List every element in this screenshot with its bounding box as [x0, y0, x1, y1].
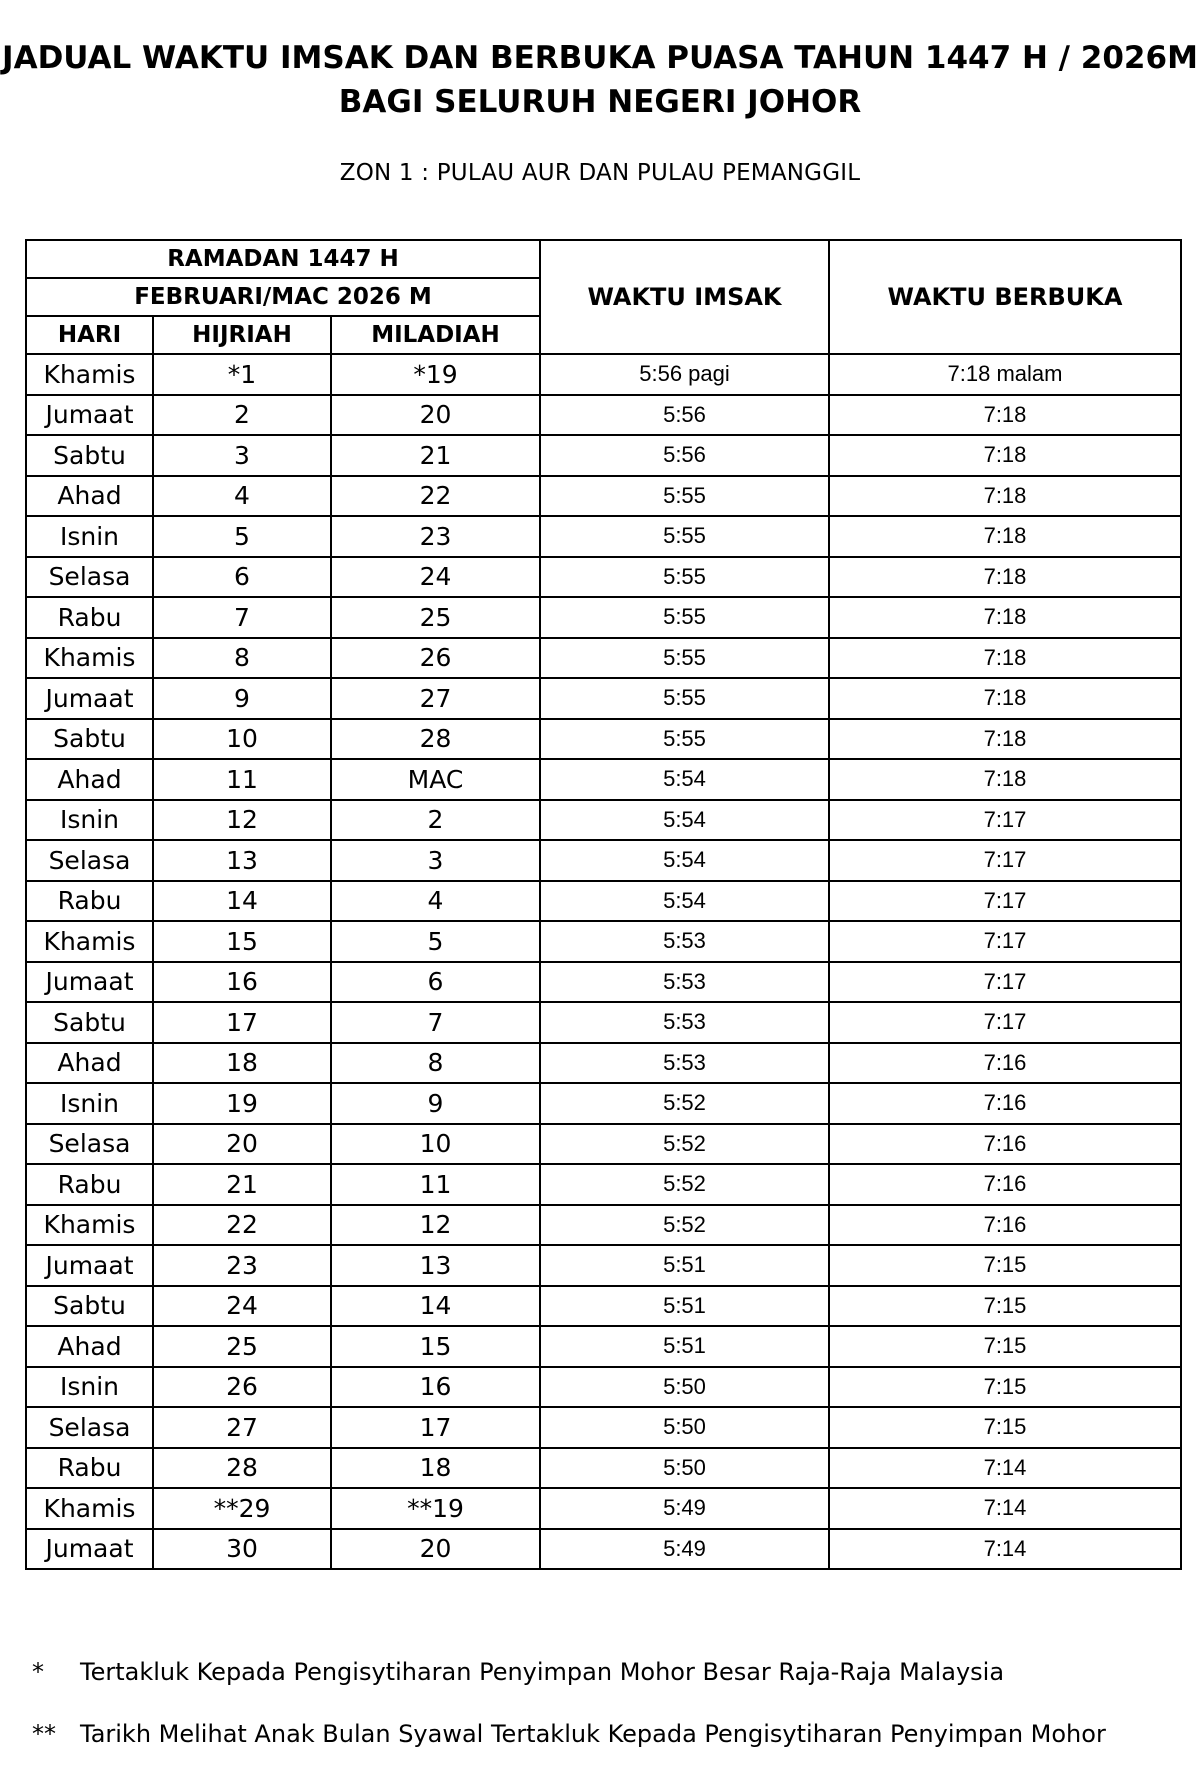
cell-berbuka: 7:16 [829, 1205, 1181, 1246]
table-row [26, 1002, 1181, 1043]
cell-hari: Rabu [26, 1164, 153, 1205]
cell-hari: Sabtu [26, 435, 153, 476]
cell-hari: Selasa [26, 1407, 153, 1448]
cell-hari: Isnin [26, 516, 153, 557]
cell-berbuka: 7:18 [829, 516, 1181, 557]
table-row [26, 1326, 1181, 1367]
header-month: FEBRUARI/MAC 2026 M [26, 278, 540, 316]
footnote-1 [32, 1658, 1004, 1686]
cell-miladiah: 12 [331, 1205, 540, 1246]
header-hijriah: HIJRIAH [153, 316, 331, 354]
cell-miladiah: 4 [331, 881, 540, 922]
header-hari: HARI [26, 316, 153, 354]
cell-imsak: 5:50 [540, 1448, 829, 1489]
table-row [26, 1448, 1181, 1489]
footnote-1-text: Tertakluk Kepada Pengisytiharan Penyimpan Mohor Besar Raja-Raja Malaysia [80, 1658, 1005, 1686]
cell-miladiah: 3 [331, 840, 540, 881]
table-row [26, 678, 1181, 719]
table-row [26, 516, 1181, 557]
cell-hijriah: 19 [153, 1083, 331, 1124]
table-row [26, 435, 1181, 476]
cell-hari: Ahad [26, 476, 153, 517]
cell-hijriah: 13 [153, 840, 331, 881]
cell-miladiah: 28 [331, 719, 540, 760]
table-row [26, 476, 1181, 517]
table-row [26, 638, 1181, 679]
cell-hari: Ahad [26, 1043, 153, 1084]
cell-berbuka: 7:15 [829, 1326, 1181, 1367]
cell-imsak: 5:53 [540, 1043, 829, 1084]
cell-imsak: 5:51 [540, 1326, 829, 1367]
footnote-2 [32, 1720, 1106, 1748]
cell-hari: Ahad [26, 1326, 153, 1367]
cell-berbuka: 7:18 [829, 557, 1181, 598]
cell-miladiah: 2 [331, 800, 540, 841]
cell-imsak: 5:55 [540, 557, 829, 598]
cell-miladiah: 5 [331, 921, 540, 962]
cell-berbuka: 7:17 [829, 840, 1181, 881]
cell-hijriah: 3 [153, 435, 331, 476]
cell-hijriah: 30 [153, 1529, 331, 1570]
cell-miladiah: 18 [331, 1448, 540, 1489]
cell-berbuka: 7:17 [829, 1002, 1181, 1043]
cell-miladiah: **19 [331, 1488, 540, 1529]
cell-imsak: 5:50 [540, 1367, 829, 1408]
cell-berbuka: 7:17 [829, 881, 1181, 922]
cell-miladiah: 23 [331, 516, 540, 557]
cell-berbuka: 7:18 malam [829, 354, 1181, 395]
cell-berbuka: 7:15 [829, 1407, 1181, 1448]
cell-hijriah: 15 [153, 921, 331, 962]
cell-hari: Khamis [26, 1488, 153, 1529]
cell-hari: Khamis [26, 921, 153, 962]
table-row [26, 1164, 1181, 1205]
cell-hari: Rabu [26, 597, 153, 638]
cell-hari: Khamis [26, 1205, 153, 1246]
cell-miladiah: 8 [331, 1043, 540, 1084]
cell-miladiah: 24 [331, 557, 540, 598]
footnote-1-mark: * [32, 1658, 44, 1686]
cell-imsak: 5:56 [540, 435, 829, 476]
cell-berbuka: 7:18 [829, 759, 1181, 800]
cell-imsak: 5:54 [540, 800, 829, 841]
cell-berbuka: 7:16 [829, 1083, 1181, 1124]
cell-miladiah: 6 [331, 962, 540, 1003]
table-row [26, 1286, 1181, 1327]
cell-imsak: 5:55 [540, 516, 829, 557]
cell-hijriah: 17 [153, 1002, 331, 1043]
cell-hijriah: 12 [153, 800, 331, 841]
cell-imsak: 5:55 [540, 678, 829, 719]
table-row [26, 1124, 1181, 1165]
cell-hijriah: 16 [153, 962, 331, 1003]
cell-berbuka: 7:18 [829, 395, 1181, 436]
cell-hijriah: 6 [153, 557, 331, 598]
table-row [26, 881, 1181, 922]
cell-imsak: 5:52 [540, 1205, 829, 1246]
header-waktu-imsak: WAKTU IMSAK [540, 240, 829, 354]
cell-imsak: 5:55 [540, 476, 829, 517]
cell-berbuka: 7:16 [829, 1164, 1181, 1205]
cell-imsak: 5:51 [540, 1245, 829, 1286]
cell-miladiah: 21 [331, 435, 540, 476]
cell-hari: Isnin [26, 800, 153, 841]
cell-imsak: 5:54 [540, 759, 829, 800]
header-waktu-berbuka: WAKTU BERBUKA [829, 240, 1181, 354]
table-row [26, 1083, 1181, 1124]
cell-hijriah: 9 [153, 678, 331, 719]
cell-hari: Isnin [26, 1367, 153, 1408]
cell-berbuka: 7:17 [829, 921, 1181, 962]
cell-imsak: 5:50 [540, 1407, 829, 1448]
cell-miladiah: 17 [331, 1407, 540, 1448]
table-row [26, 395, 1181, 436]
cell-hijriah: 7 [153, 597, 331, 638]
table-row [26, 1367, 1181, 1408]
cell-berbuka: 7:15 [829, 1367, 1181, 1408]
cell-miladiah: 15 [331, 1326, 540, 1367]
cell-imsak: 5:51 [540, 1286, 829, 1327]
cell-hari: Jumaat [26, 395, 153, 436]
table-row [26, 354, 1181, 395]
cell-hari: Jumaat [26, 1245, 153, 1286]
page-title-line2: BAGI SELURUH NEGERI JOHOR [338, 84, 862, 120]
table-row [26, 921, 1181, 962]
cell-imsak: 5:52 [540, 1164, 829, 1205]
cell-berbuka: 7:14 [829, 1488, 1181, 1529]
cell-hijriah: 8 [153, 638, 331, 679]
cell-hijriah: 18 [153, 1043, 331, 1084]
cell-hijriah: 20 [153, 1124, 331, 1165]
cell-imsak: 5:53 [540, 1002, 829, 1043]
cell-hijriah: 25 [153, 1326, 331, 1367]
cell-berbuka: 7:18 [829, 597, 1181, 638]
cell-miladiah: 14 [331, 1286, 540, 1327]
cell-berbuka: 7:14 [829, 1529, 1181, 1570]
cell-hari: Selasa [26, 840, 153, 881]
cell-miladiah: 20 [331, 1529, 540, 1570]
timetable [25, 239, 1182, 1570]
cell-hari: Isnin [26, 1083, 153, 1124]
timetable-body [26, 354, 1181, 1569]
cell-miladiah: 27 [331, 678, 540, 719]
cell-hijriah: 23 [153, 1245, 331, 1286]
cell-berbuka: 7:18 [829, 476, 1181, 517]
cell-imsak: 5:53 [540, 921, 829, 962]
cell-miladiah: 7 [331, 1002, 540, 1043]
cell-hari: Jumaat [26, 962, 153, 1003]
cell-imsak: 5:49 [540, 1488, 829, 1529]
table-row [26, 1529, 1181, 1570]
table-row [26, 759, 1181, 800]
cell-imsak: 5:56 pagi [540, 354, 829, 395]
footnote-2-mark: ** [32, 1720, 56, 1748]
cell-hijriah: 11 [153, 759, 331, 800]
table-row [26, 1043, 1181, 1084]
cell-miladiah: 16 [331, 1367, 540, 1408]
cell-imsak: 5:55 [540, 597, 829, 638]
cell-hari: Rabu [26, 881, 153, 922]
cell-berbuka: 7:15 [829, 1286, 1181, 1327]
cell-imsak: 5:54 [540, 840, 829, 881]
footnote-2-text: Tarikh Melihat Anak Bulan Syawal Tertakluk Kepada Pengisytiharan Penyimpan Mohor [80, 1720, 1106, 1748]
cell-hijriah: 10 [153, 719, 331, 760]
cell-hari: Khamis [26, 354, 153, 395]
cell-hijriah: 5 [153, 516, 331, 557]
cell-hari: Jumaat [26, 678, 153, 719]
table-row [26, 1245, 1181, 1286]
header-ramadan: RAMADAN 1447 H [26, 240, 540, 278]
cell-hari: Sabtu [26, 1286, 153, 1327]
cell-hari: Selasa [26, 1124, 153, 1165]
cell-imsak: 5:54 [540, 881, 829, 922]
cell-hari: Khamis [26, 638, 153, 679]
table-row [26, 597, 1181, 638]
table-row [26, 1205, 1181, 1246]
cell-berbuka: 7:18 [829, 678, 1181, 719]
cell-hijriah: *1 [153, 354, 331, 395]
cell-hijriah: 21 [153, 1164, 331, 1205]
cell-hari: Sabtu [26, 719, 153, 760]
cell-miladiah: 11 [331, 1164, 540, 1205]
cell-berbuka: 7:15 [829, 1245, 1181, 1286]
cell-berbuka: 7:18 [829, 719, 1181, 760]
cell-hijriah: **29 [153, 1488, 331, 1529]
cell-imsak: 5:52 [540, 1124, 829, 1165]
table-row [26, 719, 1181, 760]
cell-hari: Sabtu [26, 1002, 153, 1043]
cell-berbuka: 7:18 [829, 435, 1181, 476]
cell-hijriah: 26 [153, 1367, 331, 1408]
zone-subtitle: ZON 1 : PULAU AUR DAN PULAU PEMANGGIL [339, 160, 861, 186]
cell-imsak: 5:56 [540, 395, 829, 436]
cell-imsak: 5:55 [540, 638, 829, 679]
cell-miladiah: 25 [331, 597, 540, 638]
cell-miladiah: MAC [331, 759, 540, 800]
cell-miladiah: 20 [331, 395, 540, 436]
cell-hijriah: 4 [153, 476, 331, 517]
cell-imsak: 5:55 [540, 719, 829, 760]
table-row [26, 1488, 1181, 1529]
cell-hijriah: 28 [153, 1448, 331, 1489]
cell-miladiah: *19 [331, 354, 540, 395]
cell-imsak: 5:52 [540, 1083, 829, 1124]
cell-berbuka: 7:14 [829, 1448, 1181, 1489]
cell-miladiah: 10 [331, 1124, 540, 1165]
cell-berbuka: 7:16 [829, 1043, 1181, 1084]
cell-hijriah: 14 [153, 881, 331, 922]
cell-berbuka: 7:16 [829, 1124, 1181, 1165]
cell-miladiah: 9 [331, 1083, 540, 1124]
table-row [26, 840, 1181, 881]
cell-berbuka: 7:17 [829, 962, 1181, 1003]
cell-hari: Jumaat [26, 1529, 153, 1570]
cell-imsak: 5:53 [540, 962, 829, 1003]
cell-hari: Ahad [26, 759, 153, 800]
cell-miladiah: 13 [331, 1245, 540, 1286]
cell-hijriah: 24 [153, 1286, 331, 1327]
table-row [26, 962, 1181, 1003]
header-miladiah: MILADIAH [331, 316, 540, 354]
cell-imsak: 5:49 [540, 1529, 829, 1570]
cell-hijriah: 22 [153, 1205, 331, 1246]
table-row [26, 800, 1181, 841]
cell-berbuka: 7:18 [829, 638, 1181, 679]
cell-hari: Rabu [26, 1448, 153, 1489]
cell-miladiah: 26 [331, 638, 540, 679]
cell-hijriah: 27 [153, 1407, 331, 1448]
cell-berbuka: 7:17 [829, 800, 1181, 841]
cell-hijriah: 2 [153, 395, 331, 436]
page-title-line1: JADUAL WAKTU IMSAK DAN BERBUKA PUASA TAHUN 1447 H / 2026M [2, 40, 1198, 76]
cell-hari: Selasa [26, 557, 153, 598]
cell-miladiah: 22 [331, 476, 540, 517]
table-row [26, 557, 1181, 598]
table-row [26, 1407, 1181, 1448]
